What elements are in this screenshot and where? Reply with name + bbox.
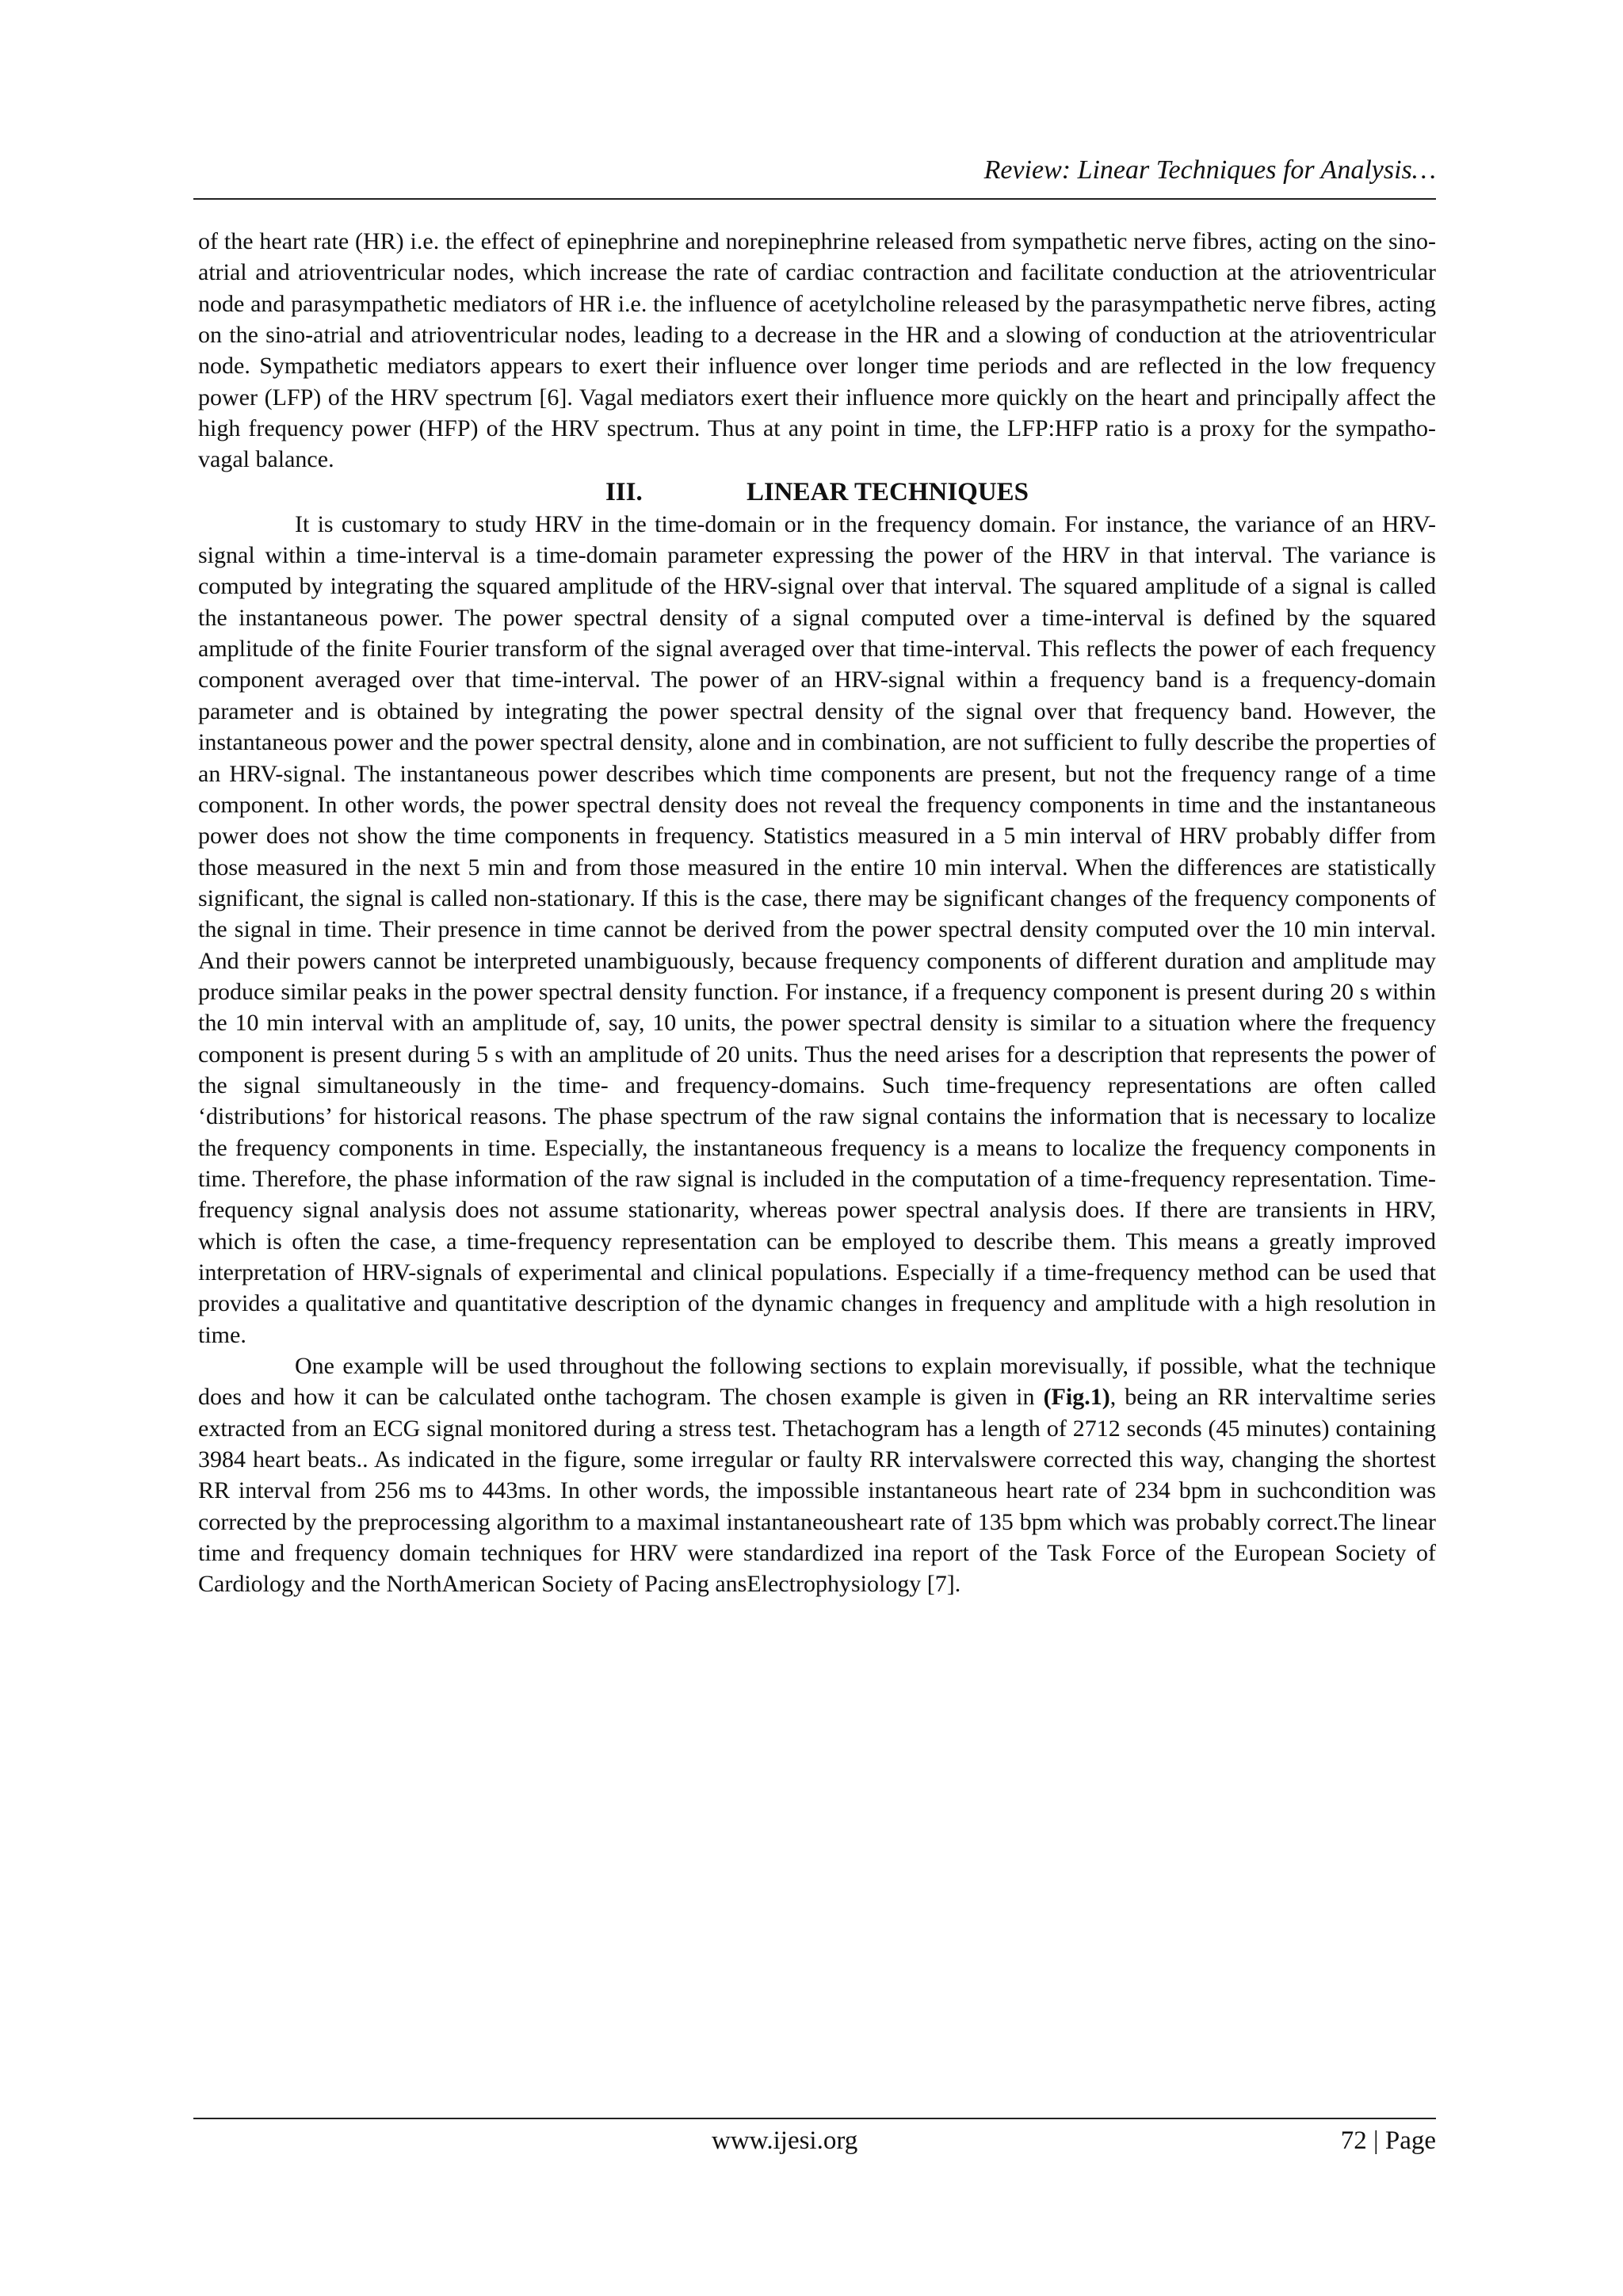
section-number: III.	[605, 477, 643, 506]
header-divider	[193, 198, 1436, 200]
body-paragraph-2: It is customary to study HRV in the time-domain or in the frequency domain. For instance, the variance of an HRV-signal within a time-interval is a time-domain parameter expressing the power of the HRV in that interval. The variance is computed by integrating the squared amplitude of the HRV-signal over that interval. The squared amplitude of a signal is called the instantaneous power. The power spectral density of a signal computed over a time-interval is defined by the squared amplitude of the finite Fourier transform of the signal averaged over that time-interval. This reflects the power of each frequency component averaged over that time-interval. The power of an HRV-signal within a frequency band is a frequency-domain parameter and is obtained by integrating the power spectral density of the signal over that frequency band. However, the instantaneous power and the power spectral density, alone and in combination, are not sufficient to fully describe the properties of an HRV-signal. The instantaneous power describes which time components are present, but not the frequency range of a time component. In other words, the power spectral density does not reveal the frequency components in time and the instantaneous power does not show the time components in frequency. Statistics measured in a 5 min interval of HRV probably differ from those measured in the next 5 min and from those measured in the entire 10 min interval. When the differences are statistically significant, the signal is called non-stationary. If this is the case, there may be significant changes of the frequency components of the signal in time. Their presence in time cannot be derived from the power spectral density computed over the 10 min interval. And their powers cannot be interpreted unambiguously, because frequency components of different duration and amplitude may produce similar peaks in the power spectral density function. For instance, if a frequency component is present during 20 s within the 10 min interval with an amplitude of, say, 10 units, the power spectral density is similar to a situation where the frequency component is present during 5 s with an amplitude of 20 units. Thus the need arises for a description that represents the power of the signal simultaneously in the time- and frequency-domains. Such time-frequency representations are often called ‘distributions’ for historical reasons. The phase spectrum of the raw signal contains the information that is necessary to localize the frequency components in time. Especially, the instantaneous frequency is a means to localize the frequency components in time. Therefore, the phase information of the raw signal is included in the computation of a time-frequency representation. Time-frequency signal analysis does not assume stationarity, whereas power spectral analysis does. If there are transients in HRV, which is often the case, a time-frequency representation can be employed to describe them. This means a greatly improved interpretation of HRV-signals of experimental and clinical populations. Especially if a time-frequency method can be used that provides a qualitative and quantitative description of the dynamic changes in frequency and amplitude with a high resolution in time.	[198, 510, 1436, 1348]
paragraph-3-text-start: One example will be used throughout the following sections to explain morevisually, if possible, what the technique does and how it can be calculated onthe tachogram. The chosen example is given in	[198, 1353, 1436, 1411]
section-title: LINEAR TECHNIQUES	[746, 477, 1029, 506]
section-heading	[198, 476, 1436, 509]
figure-reference: (Fig.1)	[1043, 1384, 1110, 1411]
footer-divider	[193, 2118, 1436, 2119]
body-paragraph-3	[198, 1350, 1436, 1600]
paragraph-3-text-end: , being an RR intervaltime series extracted from an ECG signal monitored during a stress test. Thetachogram has a length of 2712 seconds (45 minutes) containing 3984 heart beats.. As indicated in the figure, some irregular or faulty RR intervalswere corrected this way, changing the shortest RR interval from 256 ms to 443ms. In other words, the impossible instantaneous heart rate of 234 bpm in suchcondition was corrected by the preprocessing algorithm to a maximal instantaneousheart rate of 135 bpm which was probably correct.The linear time and frequency domain techniques for HRV were standardized ina report of the Task Force of the European Society of Cardiology and the NorthAmerican Society of Pacing ansElectrophysiology [7].	[198, 1384, 1436, 1598]
running-header-title: Review: Linear Techniques for Analysis…	[983, 155, 1436, 185]
footer-url: www.ijesi.org	[712, 2126, 858, 2155]
footer-page-number: 72 | Page	[1340, 2126, 1436, 2155]
body-paragraph-1: of the heart rate (HR) i.e. the effect of epinephrine and norepinephrine released from sympathetic nerve fibres, acting on the sino-atrial and atrioventricular nodes, which increase the rate of cardiac contraction and facilitate conduction at the atrioventricular node and parasympathetic mediators of HR i.e. the influence of acetylcholine released by the parasympathetic nerve fibres, acting on the sino-atrial and atrioventricular nodes, leading to a decrease in the HR and a slowing of conduction at the atrioventricular node. Sympathetic mediators appears to exert their influence over longer time periods and are reflected in the low frequency power (LFP) of the HRV spectrum [6]. Vagal mediators exert their influence more quickly on the heart and principally affect the high frequency power (HFP) of the HRV spectrum. Thus at any point in time, the LFP:HFP ratio is a proxy for the sympatho-vagal balance.	[198, 228, 1436, 473]
main-content	[198, 226, 1436, 1600]
